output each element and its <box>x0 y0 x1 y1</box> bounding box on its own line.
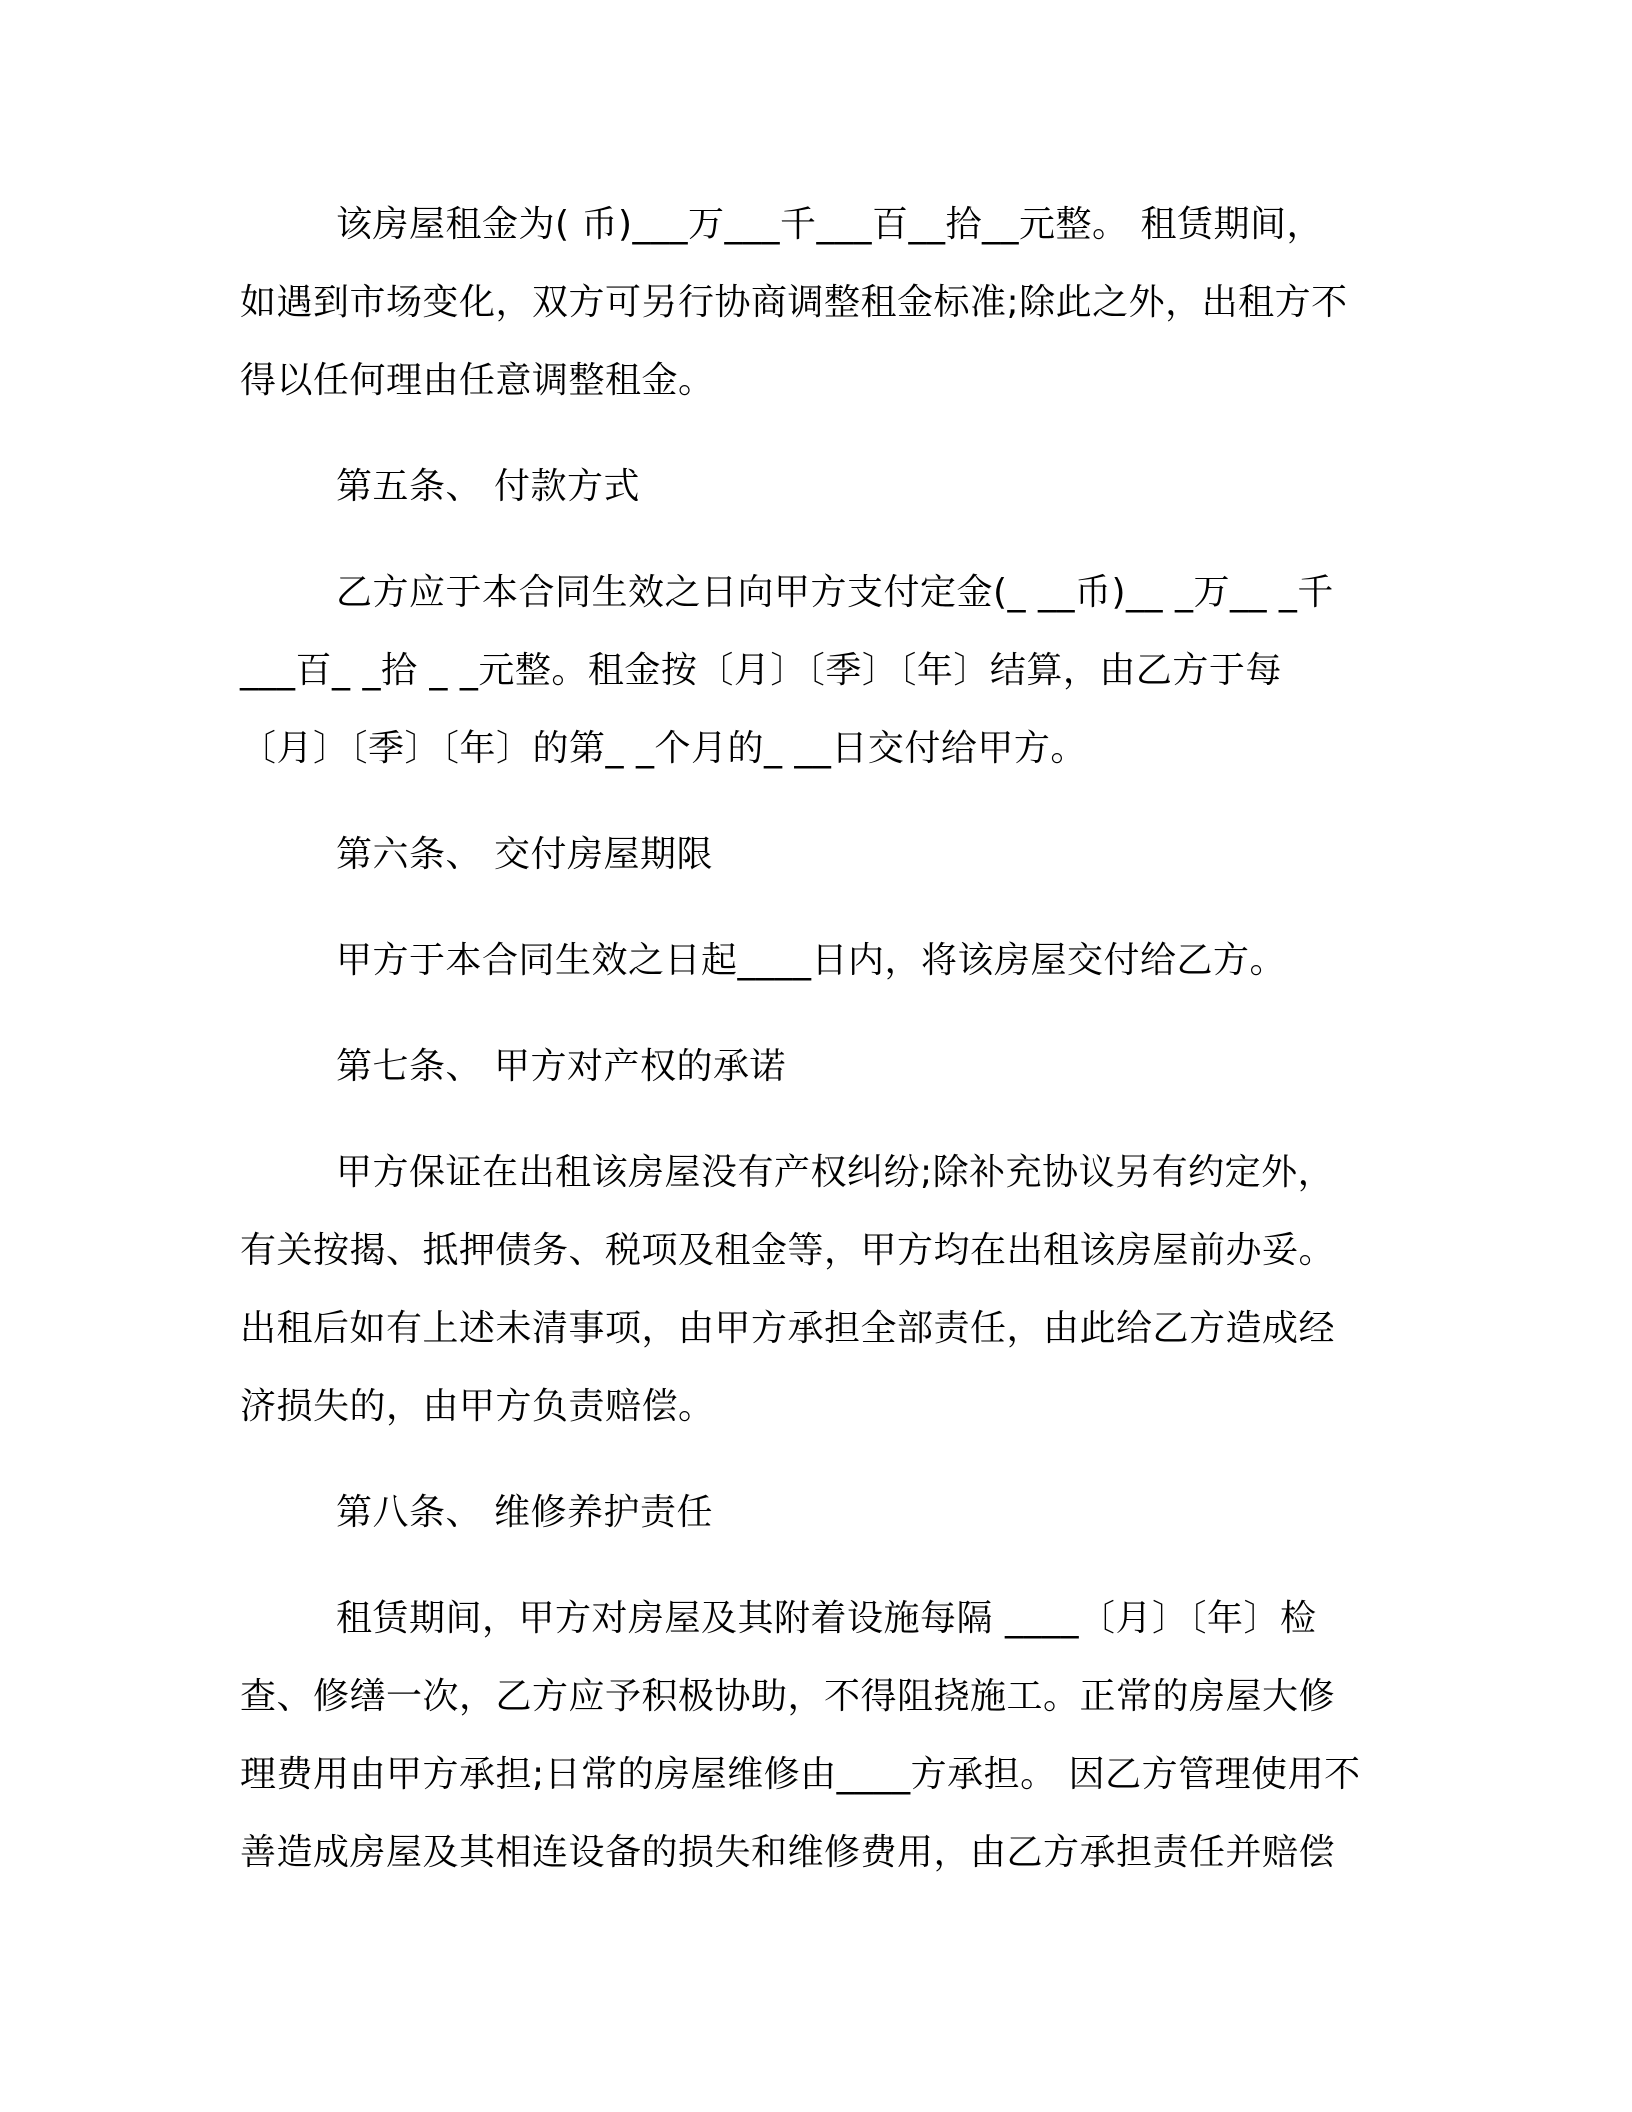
text-line: 乙方应于本合同生效之日向甲方支付定金(_ __币)__ _万__ _千 <box>336 572 1334 613</box>
text-line: 如遇到市场变化，双方可另行协商调整租金标准;除此之外，出租方不 <box>240 282 1348 323</box>
text-line: 济损失的，由甲方负责赔偿。 <box>240 1386 715 1427</box>
text-line: 有关按揭、抵押债务、税项及租金等，甲方均在出租该房屋前办妥。 <box>240 1230 1336 1271</box>
article-7-heading: 第七条、 甲方对产权的承诺 <box>336 1046 786 1087</box>
text-line: 该房屋租金为( 币)___万___千___百__拾__元整。 租赁期间， <box>336 204 1323 245</box>
text-line: 甲方保证在出租该房屋没有产权纠纷;除补充协议另有约定外， <box>336 1152 1335 1193</box>
property-right-paragraph <box>240 1134 1395 1446</box>
text-line: 得以任何理由任意调整租金。 <box>240 360 715 401</box>
text-line: 租赁期间，甲方对房屋及其附着设施每隔 ____〔月〕〔年〕检 <box>336 1598 1317 1639</box>
text-line: 〔月〕〔季〕〔年〕的第_ _个月的_ __日交付给甲方。 <box>240 728 1087 769</box>
text-line: 出租后如有上述未清事项，由甲方承担全部责任，由此给乙方造成经 <box>240 1308 1336 1349</box>
article-6-heading: 第六条、 交付房屋期限 <box>336 834 713 875</box>
maintenance-paragraph <box>240 1580 1395 1892</box>
text-line: 善造成房屋及其相连设备的损失和维修费用，由乙方承担责任并赔偿 <box>240 1832 1336 1873</box>
delivery-term-paragraph <box>240 922 1395 1000</box>
rent-amount-paragraph <box>240 186 1395 420</box>
article-8-heading: 第八条、 维修养护责任 <box>336 1492 713 1533</box>
text-line: ___百_ _拾 _ _元整。租金按〔月〕〔季〕〔年〕结算，由乙方于每 <box>240 650 1282 691</box>
document-body <box>240 186 1395 1892</box>
text-line: 理费用由甲方承担;日常的房屋维修由____方承担。 因乙方管理使用不 <box>240 1754 1361 1795</box>
article-5-heading: 第五条、 付款方式 <box>336 466 640 507</box>
text-line: 查、修缮一次，乙方应予积极协助，不得阻挠施工。正常的房屋大修 <box>240 1676 1336 1717</box>
payment-method-paragraph <box>240 554 1395 788</box>
text-line: 甲方于本合同生效之日起____日内，将该房屋交付给乙方。 <box>336 940 1287 981</box>
